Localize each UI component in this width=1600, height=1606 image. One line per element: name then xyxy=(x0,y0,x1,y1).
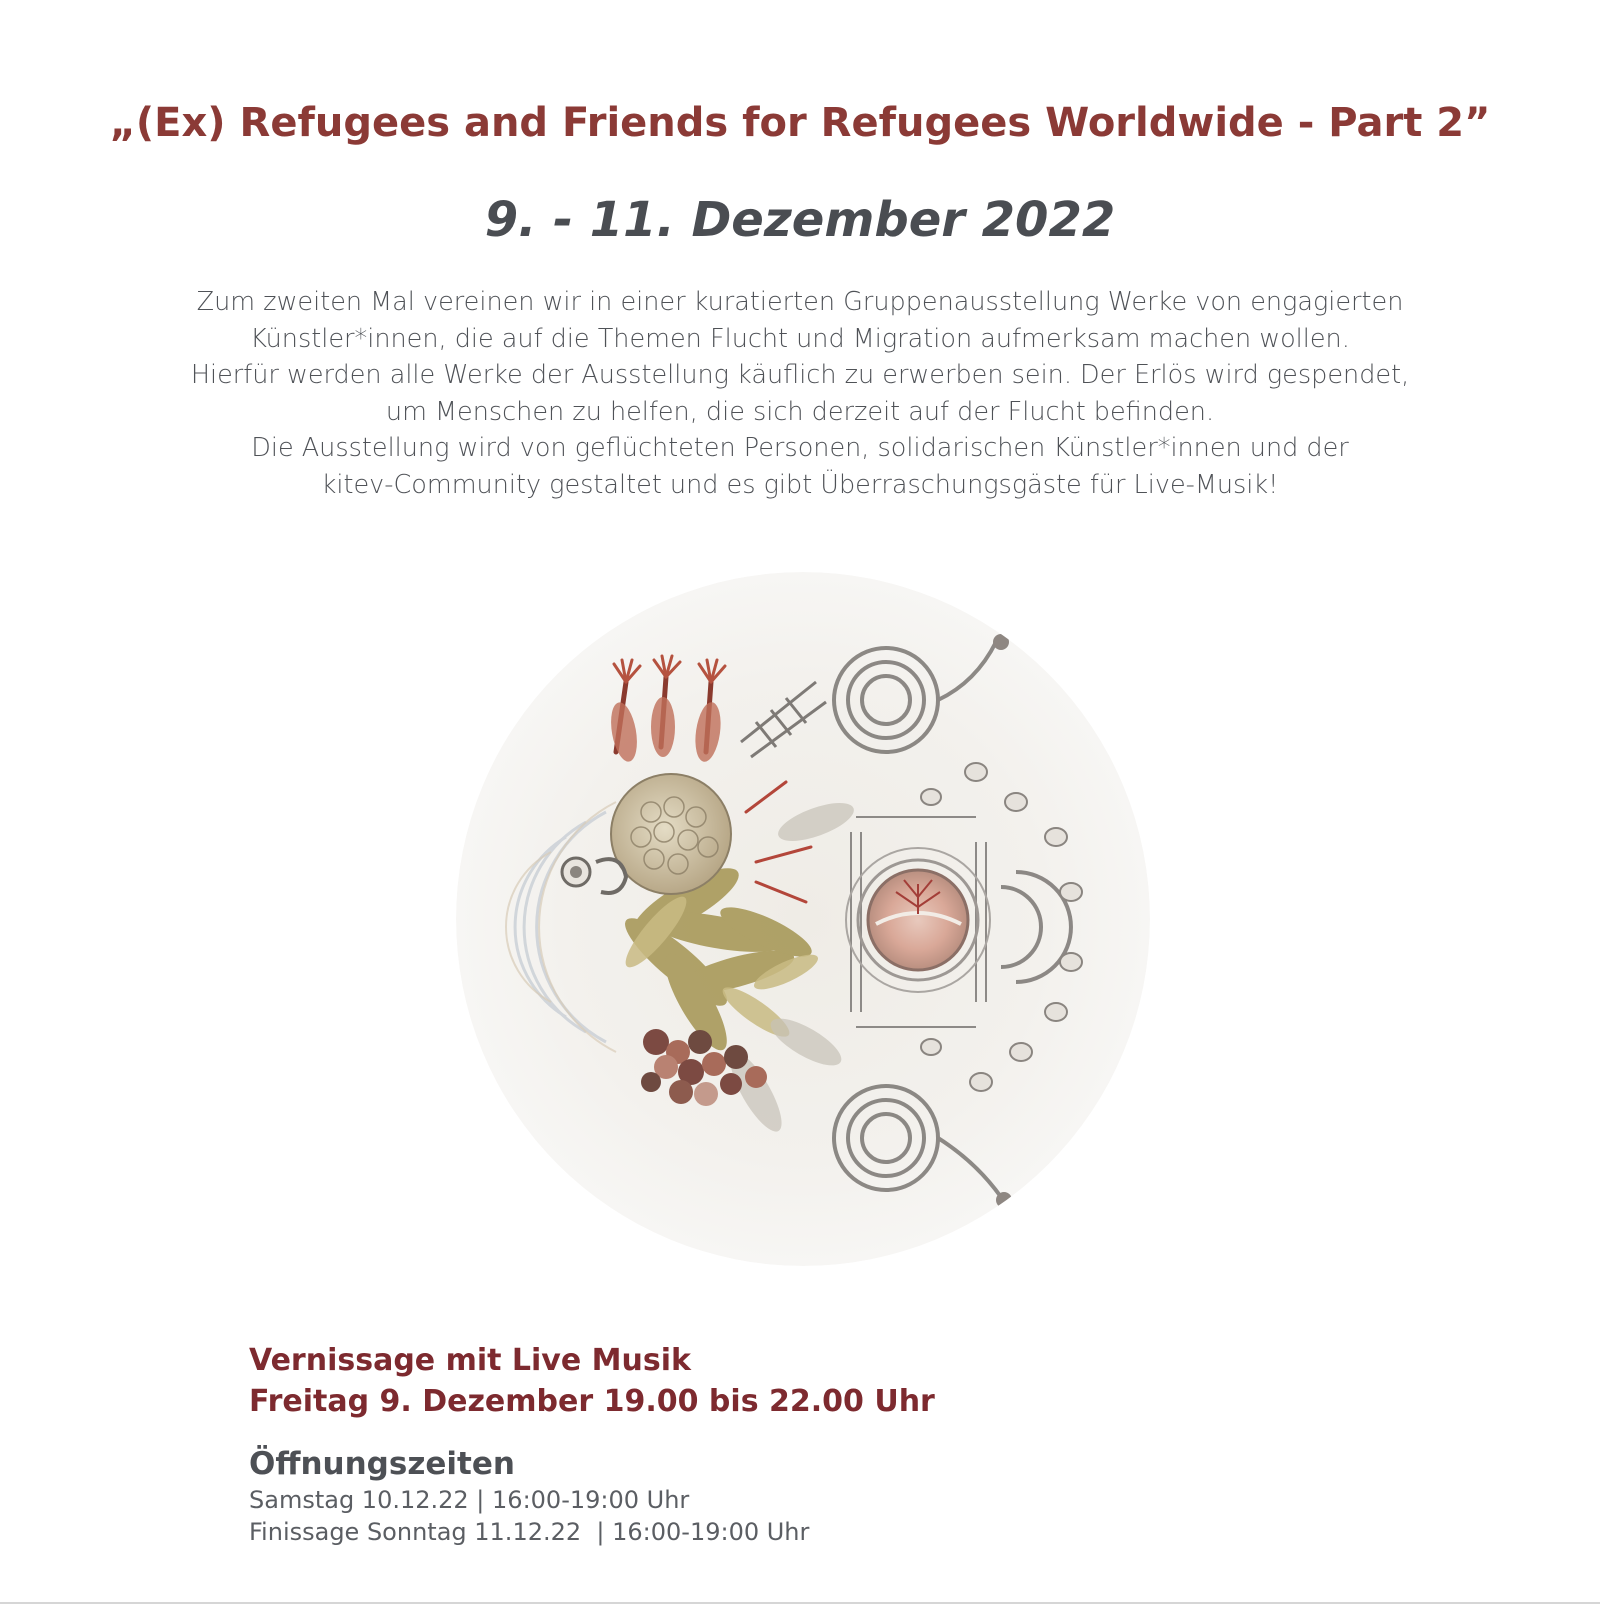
intro-line: Künstler*innen, die auf die Themen Flucht und Migration aufmerksam machen wollen. xyxy=(250,323,1350,354)
intro-line: Hierfür werden alle Werke der Ausstellung käuflich zu erwerben sein. Der Erlös wird gespendet, xyxy=(190,360,1410,391)
intro-line: kitev-Community gestaltet und es gibt Überraschungsgäste für Live-Musik! xyxy=(321,469,1279,500)
opening-hours-sunday: Finissage Sonntag 11.12.22 | 16:00-19:00 Uhr xyxy=(249,1518,810,1546)
opening-hours-saturday: Samstag 10.12.22 | 16:00-19:00 Uhr xyxy=(249,1486,690,1514)
intro-line: Die Ausstellung wird von geflüchteten Personen, solidarischen Künstler*innen und der xyxy=(251,433,1349,464)
intro-line: um Menschen zu helfen, die sich derzeit auf der Flucht befinden. xyxy=(385,396,1215,427)
vernissage-title: Vernissage mit Live Musik xyxy=(249,1343,691,1378)
vernissage-datetime: Freitag 9. Dezember 19.00 bis 22.00 Uhr xyxy=(249,1384,935,1419)
opening-hours xyxy=(249,1444,1349,1548)
page-divider xyxy=(0,1602,1600,1604)
intro-line: Zum zweiten Mal vereinen wir in einer kuratierten Gruppenausstellung Werke von engagierten xyxy=(196,287,1404,317)
intro-text xyxy=(100,284,1500,504)
opening-hours-title: Öffnungszeiten xyxy=(249,1446,515,1482)
event-date-range: 9. - 11. Dezember 2022 xyxy=(484,192,1116,248)
vernissage-info xyxy=(249,1340,1349,1422)
circular-artwork-image xyxy=(456,572,1150,1266)
page-title: „(Ex) Refugees and Friends for Refugees Worldwide - Part 2” xyxy=(109,100,1491,146)
